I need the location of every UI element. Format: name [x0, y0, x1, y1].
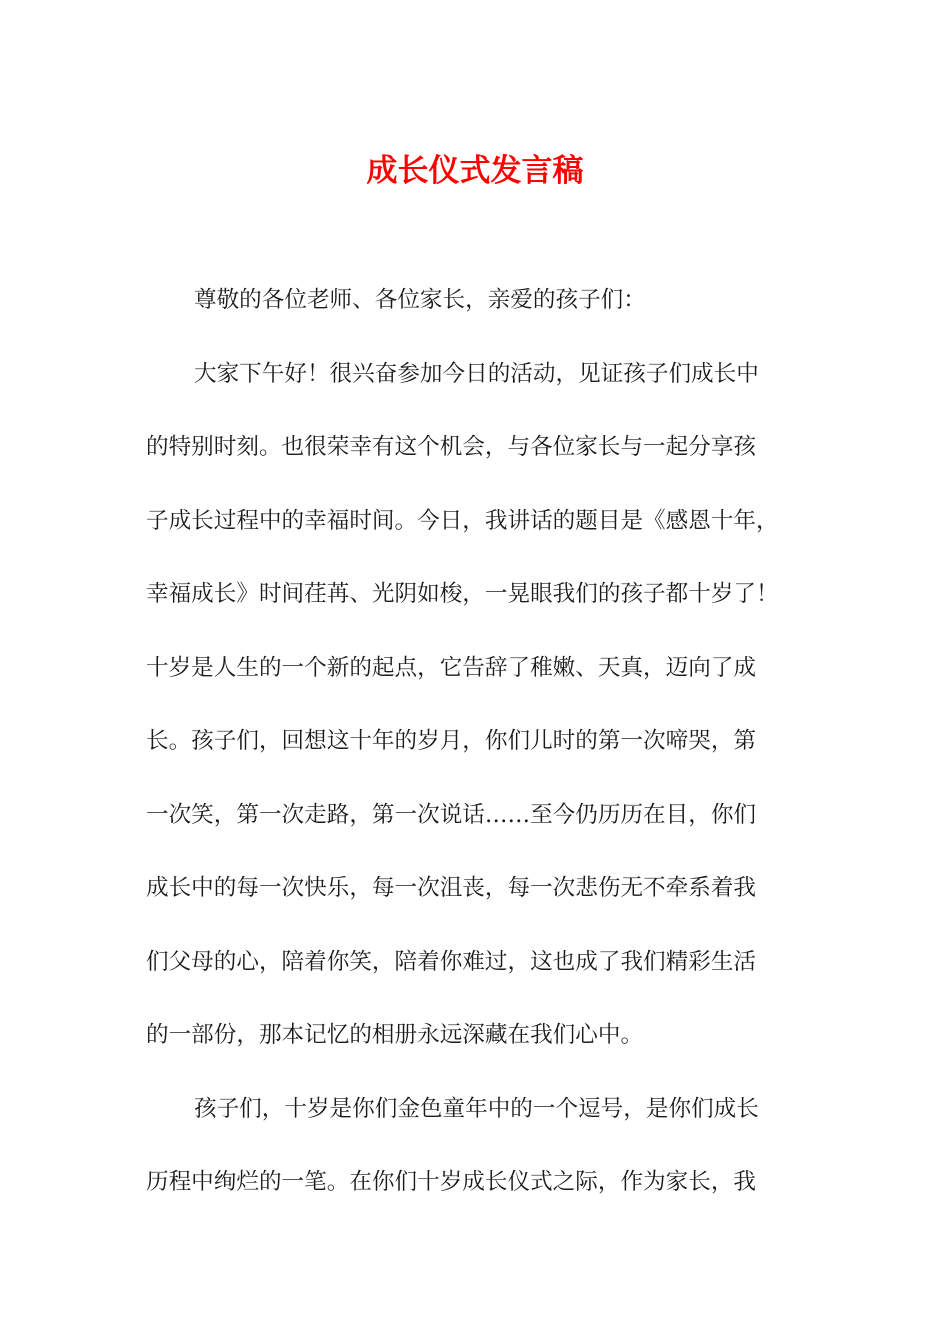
paragraph-greeting — [146, 270, 806, 344]
text-line: 大家下午好！很兴奋参加今日的活动，见证孩子们成长中 — [194, 360, 759, 387]
text-line: 成长中的每一次快乐，每一次沮丧，每一次悲伤无不牵系着我 — [146, 875, 757, 901]
text-line: 孩子们，十岁是你们金色童年中的一个逗号，是你们成长 — [194, 1095, 759, 1122]
text-line: 长。孩子们，回想这十年的岁月，你们儿时的第一次啼哭，第 — [146, 728, 757, 754]
text-line: 历程中绚烂的一笔。在你们十岁成长仪式之际，作为家长，我 — [146, 1169, 757, 1195]
text-line: 十岁是人生的一个新的起点，它告辞了稚嫩、天真，迈向了成 — [146, 654, 757, 681]
text-line: 一次笑，第一次走路，第一次说话……至今仍历历在目，你们 — [146, 801, 757, 828]
text-line: 的特别时刻。也很荣幸有这个机会，与各位家长与一起分享孩 — [146, 434, 757, 460]
document-title: 成长仪式发言稿 — [366, 153, 584, 189]
paragraph-opening — [146, 344, 806, 1079]
document-body — [146, 270, 806, 1226]
text-line: 们父母的心，陪着你笑，陪着你难过，这也成了我们精彩生活 — [146, 948, 757, 975]
text-line: 的一部份，那本记忆的相册永远深藏在我们心中。 — [146, 1022, 644, 1048]
paragraph-ten-years — [146, 1079, 806, 1226]
text-line: 幸福成长》时间荏苒、光阴如梭，一晃眼我们的孩子都十岁了！ — [146, 581, 779, 607]
text-line: 子成长过程中的幸福时间。今日，我讲话的题目是《感恩十年， — [146, 507, 779, 534]
text-line: 尊敬的各位老师、各位家长，亲爱的孩子们： — [194, 287, 646, 313]
